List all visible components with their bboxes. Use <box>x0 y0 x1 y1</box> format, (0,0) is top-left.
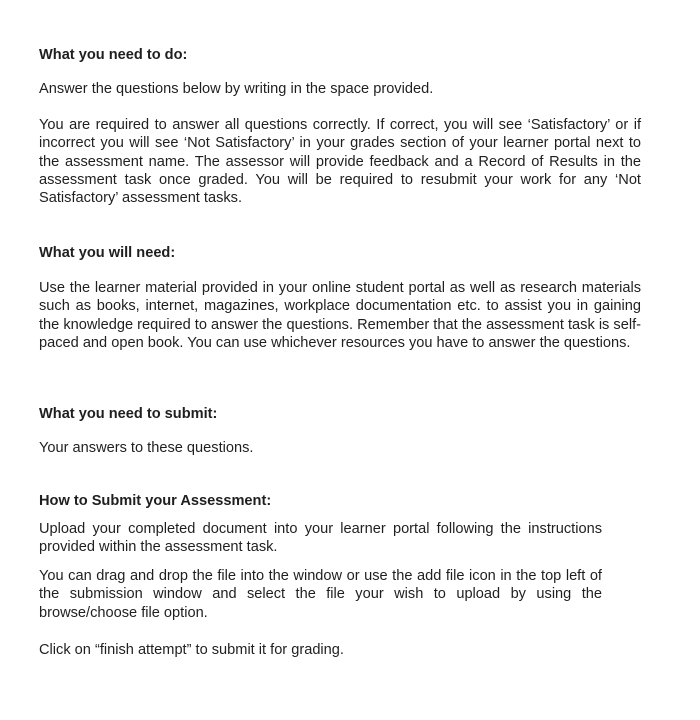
section-heading-what-you-will-need: What you will need: <box>39 245 176 261</box>
section-how-to-submit-paragraph-2: You can drag and drop the file into the window or use the add file icon in the top left of the submission window and select the file your wish to upload by using the browse/choose file option. <box>39 568 602 621</box>
section-what-to-do-paragraph-2: You are required to answer all questions correctly. If correct, you will see ‘Satisfactory’ or if incorrect you will see ‘Not Satisfactory’ in your grades section of your learner portal next to the assessment name. The assessor will provide feedback and a Record of Results in the assessment task once graded. You will be required to resubmit your work for any ‘Not Satisfactory’ assessment tasks. <box>39 117 641 207</box>
section-heading-what-to-submit: What you need to submit: <box>39 406 218 422</box>
section-heading-how-to-submit: How to Submit your Assessment: <box>39 493 272 509</box>
section-heading-what-to-do: What you need to do: <box>39 47 188 63</box>
section-what-you-will-need-paragraph-1: Use the learner material provided in your online student portal as well as research materials such as books, internet, magazines, workplace documentation etc. to assist you in gaining the knowledge required to answer the questions. Remember that the assessment task is self-paced and open book. You can use whichever resources you have to answer the questions. <box>39 280 641 351</box>
section-how-to-submit-paragraph-1: Upload your completed document into your learner portal following the instructions provided within the assessment task. <box>39 521 602 556</box>
section-what-to-submit-paragraph-1: Your answers to these questions. <box>39 440 254 456</box>
section-what-to-do-paragraph-1: Answer the questions below by writing in the space provided. <box>39 81 434 97</box>
section-how-to-submit-paragraph-3: Click on “finish attempt” to submit it for grading. <box>39 642 344 658</box>
